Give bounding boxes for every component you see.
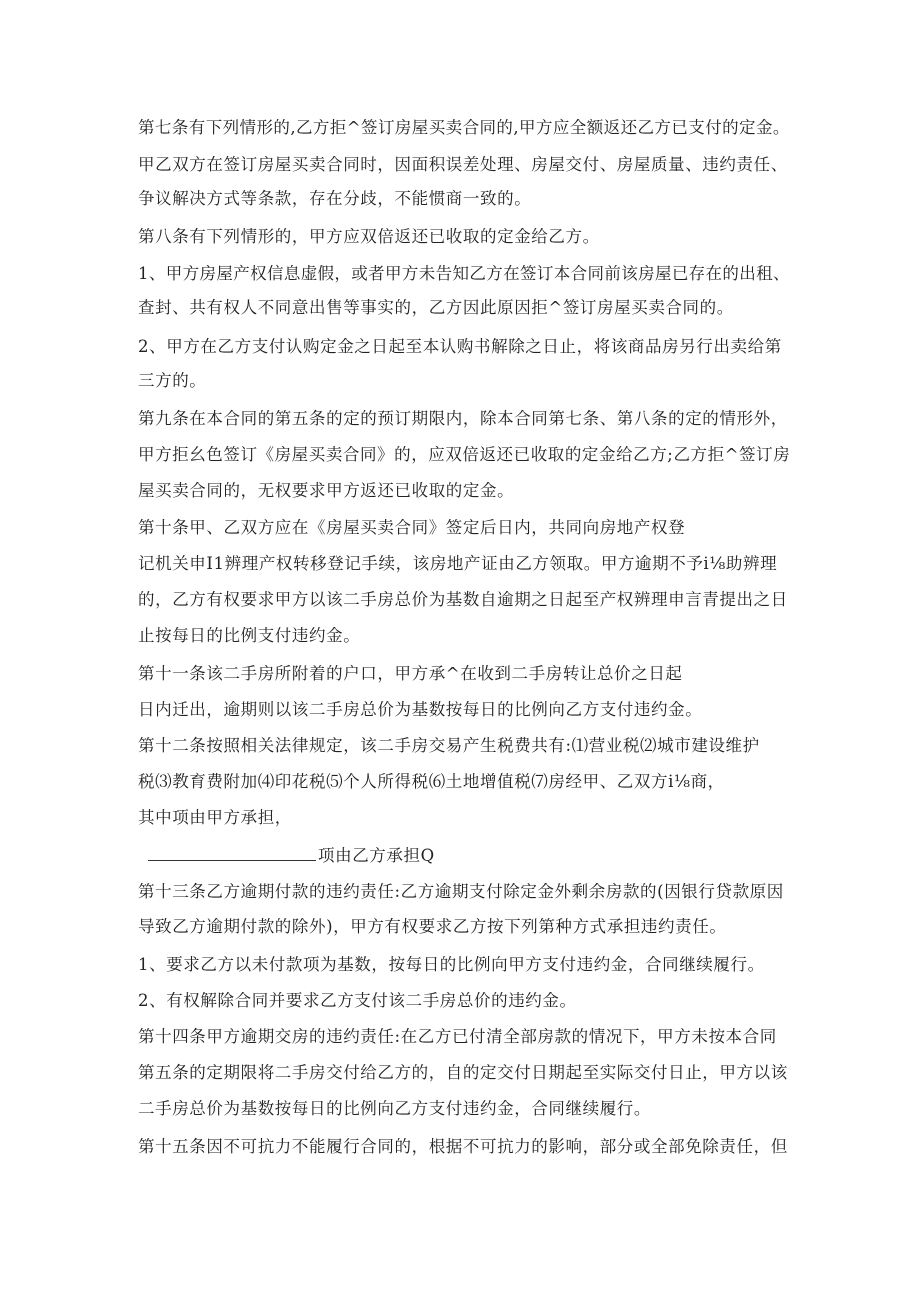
text-line: 争议解决方式等条款，存在分歧，不能惯商一致的。: [138, 189, 532, 208]
text-line: 其中项由甲方承担，: [138, 808, 292, 827]
text-line: 第八条有下列情形的，甲方应双倍返还已收取的定金给乙方。: [138, 227, 600, 246]
text-fragment: 项由乙方承担Q: [318, 846, 435, 865]
text-line: 第九条在本合同的第五条的定的预订期限内，除本合同第七条、第八条的定的情形外，: [138, 409, 788, 428]
text-line: 第十五条因不可抗力不能履行合同的，根据不可抗力的影响，部分或全部免除责任，但: [138, 1137, 788, 1156]
fill-in-line: [148, 844, 435, 867]
text-line: 日内迁出，逾期则以该二手房总价为基数按每日的比例向乙方支付违约金。: [138, 700, 703, 719]
text-line: 税⑶教育费附加⑷印花税⑸个人所得税⑹土地增值税⑺房经甲、乙双方i⅛商，: [138, 772, 725, 791]
text-line: 2、有权解除合同并要求乙方支付该二手房总价的违约金。: [138, 991, 577, 1010]
text-line: 止按每日的比例支付违约金。: [138, 626, 361, 645]
text-line: 1、甲方房屋产权信息虚假，或者甲方未告知乙方在签订本合同前该房屋已存在的出租、: [138, 264, 790, 283]
text-line: 第十一条该二手房所附着的户口，甲方承^在收到二手房转让总价之日起: [138, 664, 683, 683]
text-line: 甲乙双方在签订房屋买卖合同时，因面积误差处理、房屋交付、房屋质量、违约责任、: [138, 155, 788, 174]
text-line: 查封、共有权人不同意出售等事实的，乙方因此原因拒^签订房屋买卖合同的。: [138, 298, 734, 317]
text-line: 导致乙方逾期付款的除外)，甲方有权要求乙方按下列第种方式承担违约责任。: [138, 917, 727, 936]
text-line: 1、要求乙方以未付款项为基数，按每日的比例向甲方支付违约金，合同继续履行。: [138, 955, 765, 974]
text-line: 的，乙方有权要求甲方以该二手房总价为基数自逾期之日起至产权辨理申言青提出之日: [138, 590, 788, 609]
text-line: 第十条甲、乙双方应在《房屋买卖合同》签定后日内，共同向房地产权登: [138, 518, 686, 537]
text-line: 甲方拒幺色签订《房屋买卖合同》的，应双倍返还已收取的定金给乙方;乙方拒^签订房: [138, 445, 791, 464]
text-line: 第十二条按照相关法律规定，该二手房交易产生税费共有:⑴营业税⑵城市建设维护: [138, 736, 760, 755]
text-line: 第七条有下列情形的,乙方拒^签订房屋买卖合同的,甲方应全额返还乙方已支付的定金。: [138, 118, 790, 137]
text-line: 2、甲方在乙方支付认购定金之日起至本认购书解除之日止，将该商品房另行出卖给第: [138, 337, 782, 356]
text-line: 第十四条甲方逾期交房的违约责任:在乙方已付清全部房款的情况下，甲方未按本合同: [138, 1027, 777, 1046]
text-line: 三方的。: [138, 371, 207, 390]
text-line: 屋买卖合同的，无权要求甲方返还已收取的定金。: [138, 481, 515, 500]
text-line: 二手房总价为基数按每日的比例向乙方支付违约金，合同继续履行。: [138, 1099, 651, 1118]
text-line: 第十三条乙方逾期付款的违约责任:乙方逾期支付除定金外剩余房款的(因银行贷款原因: [138, 882, 784, 901]
text-line: 记机关申I1辨理产权转移登记手续，该房地产证由乙方领取。甲方逾期不予i⅛助辨理: [138, 554, 778, 573]
text-line: 第五条的定期限将二手房交付给乙方的，自的定交付日期起至实际交付日止，甲方以该: [138, 1063, 788, 1082]
blank-underline: [148, 844, 316, 861]
